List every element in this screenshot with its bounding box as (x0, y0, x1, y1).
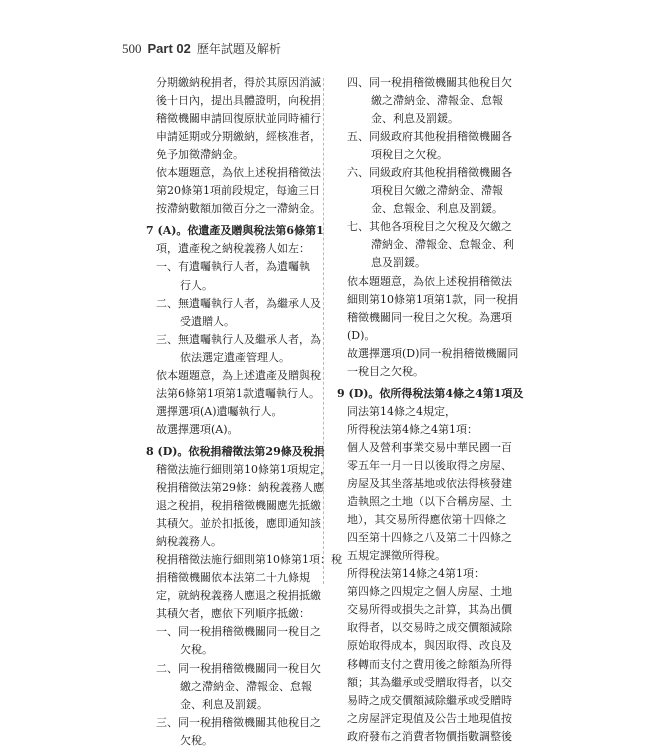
text-line: 繳之滯納金、滯報金、怠報 (180, 679, 312, 693)
text-line: 納稅義務人。 (156, 535, 222, 549)
text-line: 法第6條第1項第1款遺囑執行人。 (156, 386, 320, 400)
text-line: 息及罰鍰。 (371, 256, 426, 270)
text-line: 交易所得或損失之計算，其為出價 (347, 603, 512, 617)
part-label: Part 02 (147, 41, 191, 56)
text-line: 額；其為繼承或受贈取得者，以交 (347, 675, 512, 689)
text-line: 其積欠者，應依下列順序抵繳： (156, 607, 310, 621)
text-line: 故選擇選項(A)。 (156, 422, 239, 436)
text-line: 受遺贈人。 (180, 314, 235, 328)
text-line: 三、無遺囑執行人及繼承人者，為 (156, 332, 321, 346)
text-line: 三、同一稅捐稽徵機關其他稅目之 (156, 715, 321, 729)
text-line: 依本題題意，為上述遺產及贈與稅 (156, 368, 321, 382)
column-divider (323, 78, 324, 584)
text-line: 免予加徵滯納金。 (156, 148, 244, 162)
text-line: 項，遺產稅之納稅義務人如左： (156, 242, 310, 256)
text-line: 四、同一稅捐稽徵機關其他稅目欠 (347, 76, 512, 89)
text-line: 後十日內，提出具體證明，向稅捐 (156, 94, 321, 108)
text-line: 稽徵機關申請回復原狀並同時補行 (156, 112, 321, 126)
text-line: 金、利息及罰鍰。 (180, 697, 268, 711)
text-line: 所得稅法第14條之4第1項： (347, 567, 485, 581)
text-line: 地），其交易所得應依第十四條之 (347, 513, 507, 527)
text-line: 依本題題意，為依上述稅捐稽徵法 (156, 166, 321, 180)
text-line: 原始取得成本，與因取得、改良及 (347, 639, 512, 653)
text-line: 稅捐稽徵法施行細則第10條第1項：稅 (156, 553, 342, 567)
text-line: 移轉而支付之費用後之餘額為所得 (347, 657, 512, 671)
text-line: 所得稅法第4條之4第1項： (347, 422, 478, 436)
text-line: 二、無遺囑執行人者，為繼承人及 (156, 296, 321, 310)
text-line: 項稅目欠繳之滯納金、滯報 (371, 184, 503, 198)
text-line: 稅捐稽徵法第29條：納稅義務人應 (156, 481, 324, 495)
text-line: 房屋及其坐落基地或依法得核發建 (347, 477, 512, 491)
question-answer-line: 8 (D)。依稅捐稽徵法第29條及稅捐 (146, 444, 325, 458)
part-title: 歷年試題及解析 (196, 42, 281, 56)
text-line: 政府發布之消費者物價指數調整後 (347, 729, 512, 743)
text-line: 欠稅。 (180, 733, 213, 747)
text-line: 項稅目之欠稅。 (371, 148, 448, 162)
text-line: 細則第10條第1項第1款，同一稅捐 (347, 292, 518, 306)
text-line: 一稅目之欠稅。 (347, 364, 424, 378)
text-line: 捐稽徵機關依本法第二十九條規 (156, 571, 310, 585)
text-line: 依本題題意，為依上述稅捐稽徵法 (347, 274, 512, 288)
text-line: 行人。 (180, 278, 213, 292)
text-line: 造執照之土地（以下合稱房屋、土 (347, 495, 512, 509)
text-line: 依法選定遺產管理人。 (180, 350, 290, 364)
question-answer-line: 7 (A)。依遺產及贈與稅法第6條第1 (146, 224, 324, 238)
page-header (122, 40, 281, 60)
text-line: 欠稅。 (180, 643, 213, 657)
text-line: 第20條第1項前段規定，每逾三日 (156, 184, 320, 198)
text-line: 取得者，以交易時之成交價額減除 (347, 621, 512, 635)
text-line: 零五年一月一日以後取得之房屋、 (347, 458, 512, 472)
text-line: 分期繳納稅捐者，得於其原因消滅 (156, 76, 321, 89)
text-line: 滯納金、滯報金、怠報金、利 (371, 238, 514, 252)
text-line: 故選擇選項(D)同一稅捐稽徵機關同 (347, 346, 519, 360)
text-line: 個人及營利事業交易中華民國一百 (347, 440, 512, 454)
text-line: 選擇選項(A)遺囑執行人。 (156, 404, 283, 418)
text-line: 金、怠報金、利息及罰鍰。 (371, 202, 503, 216)
text-line: 五、同級政府其他稅捐稽徵機關各 (347, 130, 512, 144)
text-line: 稽徵法施行細則第10條第1項規定， (156, 462, 331, 476)
right-column (337, 74, 524, 746)
text-line: 第四條之四規定之個人房屋、土地 (347, 585, 512, 599)
text-line: 五規定課徵所得稅。 (347, 549, 446, 563)
text-line: 一、有遺囑執行人者，為遺囑執 (156, 260, 310, 274)
text-line: 一、同一稅捐稽徵機關同一稅目之 (156, 625, 321, 639)
text-line: 繳之滯納金、滯報金、怠報 (371, 94, 503, 108)
text-line: 二、同一稅捐稽徵機關同一稅目欠 (156, 661, 321, 675)
text-line: 退之稅捐，稅捐稽徵機關應先抵繳 (156, 499, 321, 513)
text-line: 同法第14條之4規定， (347, 404, 456, 418)
text-line: (D)。 (347, 328, 376, 342)
text-line: 稽徵機關同一稅目之欠稅。為選項 (347, 310, 512, 324)
text-line: 易時之成交價額減除繼承或受贈時 (347, 693, 512, 707)
question-answer-line: 9 (D)。依所得稅法第4條之4第1項及 (337, 386, 524, 400)
left-column (146, 74, 342, 750)
text-line: 按滯納數額加徵百分之一滯納金。 (156, 202, 321, 216)
text-line: 四至第十四條之八及第二十四條之 (347, 531, 512, 545)
text-line: 定，就納稅義務人應退之稅捐抵繳 (156, 589, 321, 603)
text-line: 其積欠。並於扣抵後，應即通知該 (156, 517, 321, 531)
text-line: 申請延期或分期繳納，經核准者， (156, 130, 321, 144)
text-line: 金、利息及罰鍰。 (371, 112, 459, 126)
page-number: 500 (122, 41, 142, 56)
text-line: 之房屋評定現值及公告土地現值按 (347, 711, 512, 725)
text-line: 七、其他各項稅目之欠稅及欠繳之 (347, 220, 512, 234)
text-line: 六、同級政府其他稅捐稽徵機關各 (347, 166, 512, 180)
